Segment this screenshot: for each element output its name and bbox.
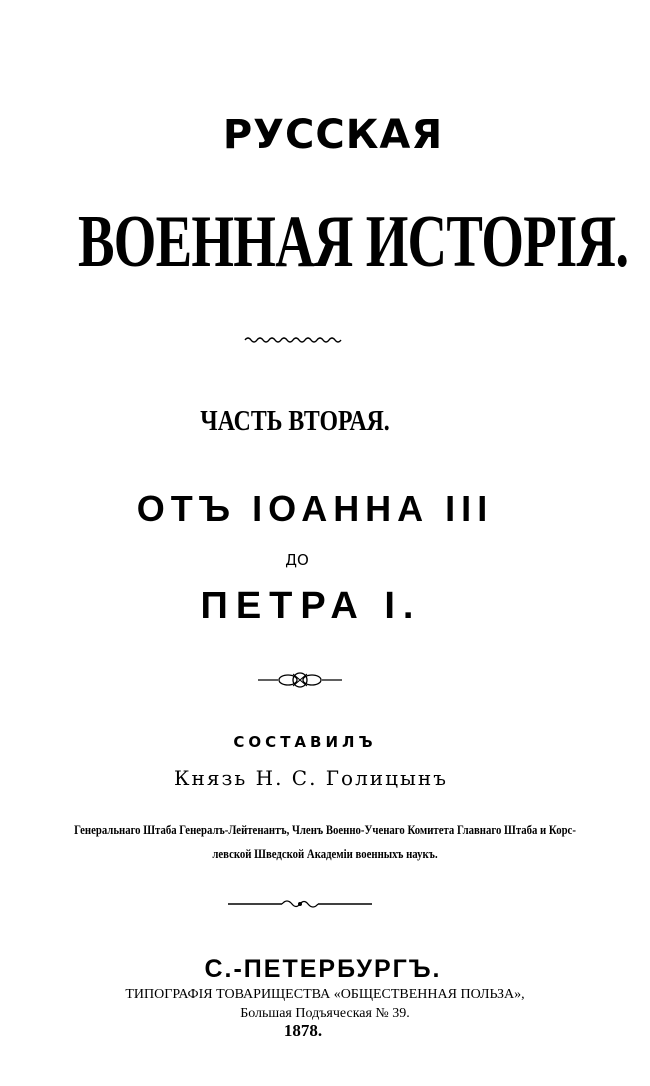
imprint-address: Большая Подъяческая № 39. [240, 1006, 410, 1021]
subtitle-to-word: ДО [285, 551, 309, 569]
knot-ornament-icon [0, 668, 650, 692]
author-ranks [46, 818, 605, 866]
compiled-by-label: СОСТАВИЛЪ [233, 733, 377, 751]
author-ranks-line-1: Генеральнаго Штаба Генералъ-Лейтенантъ, Членъ Военно-Ученаго Комитета Главнаго Штаба и Корс- [74, 823, 576, 837]
title-line-2: ВОЕННАЯ ИСТОРІЯ. [78, 201, 629, 283]
author-name: Князь Н. С. Голицынъ [174, 766, 448, 790]
title-line-1: РУССКАЯ [222, 112, 444, 158]
imprint-city: С.-ПЕТЕРБУРГЪ. [204, 955, 442, 983]
wavy-rule-icon [0, 330, 650, 350]
author-ranks-line-2: левской Шведской Академіи военныхъ наукъ. [212, 847, 438, 861]
subtitle-to: ПЕТРА I. [200, 585, 422, 627]
scroll-rule-icon [0, 894, 650, 914]
imprint-year: 1878. [283, 1021, 323, 1040]
imprint-press [0, 985, 650, 1023]
part-heading: ЧАСТЬ ВТОРАЯ. [200, 405, 390, 437]
subtitle-from: ОТЪ ІОАННА III [136, 488, 494, 529]
imprint-press-line: ТИПОГРАФІЯ ТОВАРИЩЕСТВА «ОБЩЕСТВЕННАЯ ПОЛЬЗА», [125, 987, 525, 1002]
